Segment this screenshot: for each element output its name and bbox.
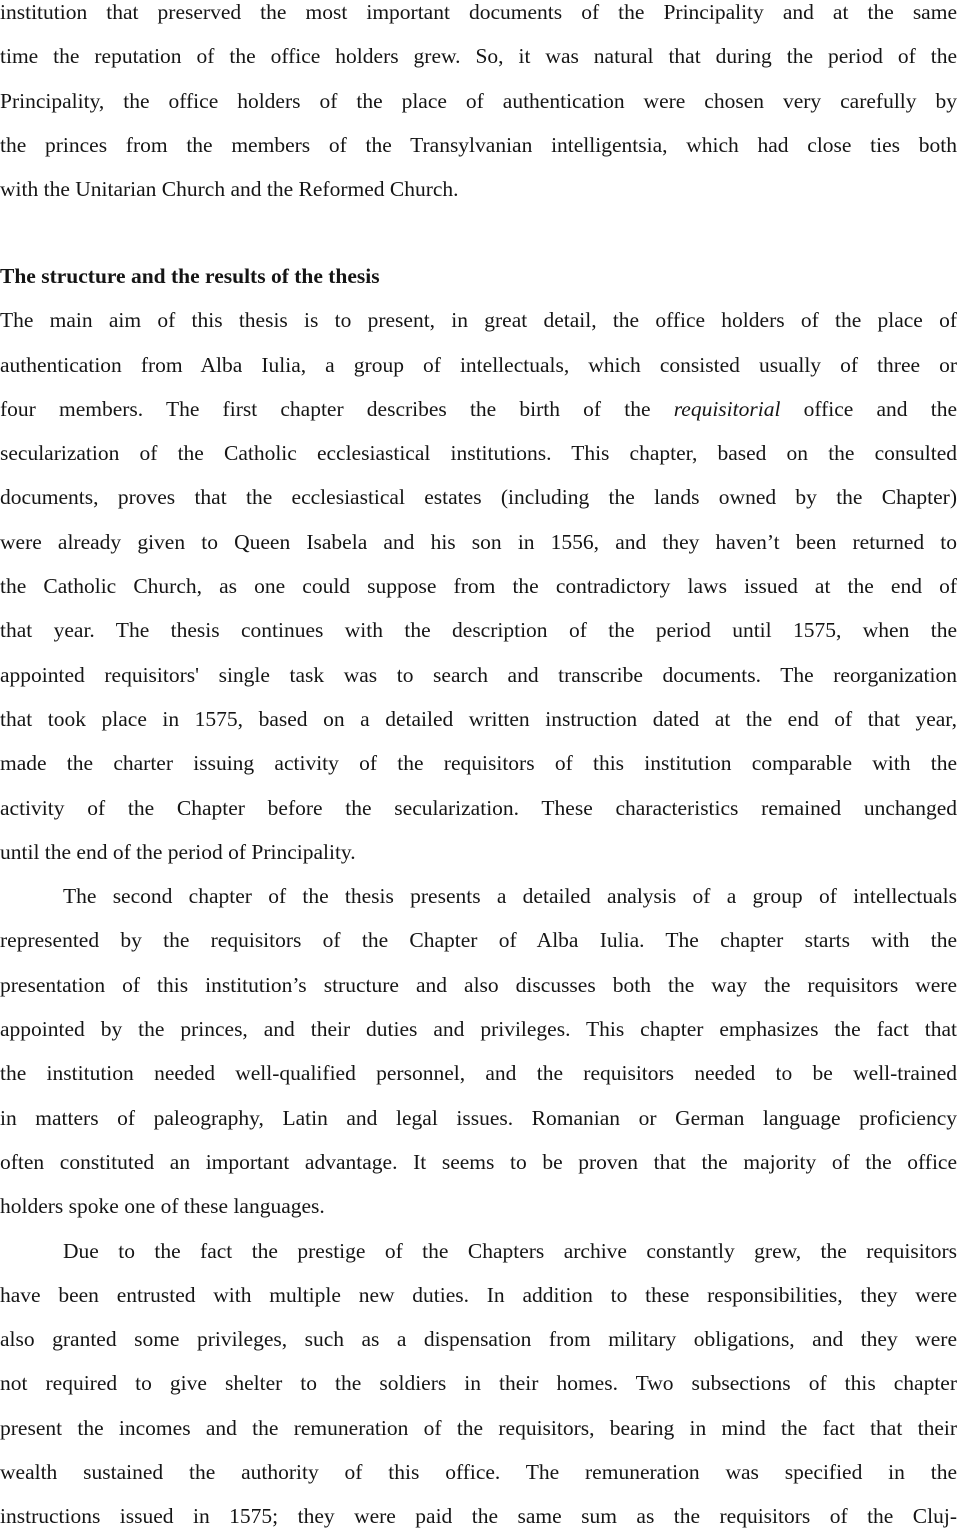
- text-line: documents, proves that the ecclesiastical estates (including the lands owned by the Chapter): [0, 485, 957, 510]
- section-heading: The structure and the results of the thesis: [0, 264, 380, 288]
- text-line: instructions issued in 1575; they were paid the same sum as the requisitors of the Cluj-: [0, 1504, 957, 1529]
- text-line: have been entrusted with multiple new duties. In addition to these responsibilities, they were: [0, 1282, 957, 1307]
- text-line: in matters of paleography, Latin and legal issues. Romanian or German language proficiency: [0, 1105, 957, 1130]
- text-line: represented by the requisitors of the Chapter of Alba Iulia. The chapter starts with the: [0, 928, 957, 953]
- text-line: with the Unitarian Church and the Reformed Church.: [0, 177, 459, 202]
- text-line: The main aim of this thesis is to present, in great detail, the office holders of the place of: [0, 308, 957, 333]
- text-line: Due to the fact the prestige of the Chapters archive constantly grew, the requisitors: [63, 1238, 957, 1263]
- text-line: presentation of this institution’s structure and also discusses both the way the requisitors were: [0, 972, 957, 997]
- text-line: that took place in 1575, based on a detailed written instruction dated at the end of that year,: [0, 706, 957, 731]
- text-fragment: four members. The first chapter describes the birth of the: [0, 396, 674, 421]
- text-line: time the reputation of the office holders grew. So, it was natural that during the period of the: [0, 44, 957, 69]
- text-line: were already given to Queen Isabela and his son in 1556, and they haven’t been returned to: [0, 529, 957, 554]
- text-line: institution that preserved the most important documents of the Principality and at the same: [0, 0, 957, 24]
- text-line: activity of the Chapter before the secularization. These characteristics remained unchanged: [0, 795, 957, 820]
- section-block: [0, 254, 957, 1531]
- text-line: present the incomes and the remuneration of the requisitors, bearing in mind the fact that their: [0, 1415, 957, 1440]
- text-fragment: office and the: [780, 396, 957, 421]
- text-line: appointed by the princes, and their duties and privileges. This chapter emphasizes the fact that: [0, 1017, 957, 1042]
- text-line: authentication from Alba Iulia, a group of intellectuals, which consisted usually of three or: [0, 352, 957, 377]
- text-line: the institution needed well-qualified personnel, and the requisitors needed to be well-trained: [0, 1061, 957, 1086]
- text-line: appointed requisitors' single task was to search and transcribe documents. The reorganization: [0, 662, 957, 687]
- text-line: The second chapter of the thesis presents a detailed analysis of a group of intellectuals: [63, 884, 957, 909]
- text-line: the Catholic Church, as one could suppose from the contradictory laws issued at the end of: [0, 574, 957, 599]
- italic-term: requisitorial: [673, 396, 781, 421]
- text-line: until the end of the period of Principality.: [0, 839, 356, 864]
- text-line: also granted some privileges, such as a dispensation from military obligations, and they were: [0, 1327, 957, 1352]
- text-line: often constituted an important advantage. It seems to be proven that the majority of the office: [0, 1149, 957, 1174]
- text-line: holders spoke one of these languages.: [0, 1194, 325, 1219]
- paragraph-continued: [0, 0, 957, 211]
- text-line: that year. The thesis continues with the description of the period until 1575, when the: [0, 618, 957, 643]
- text-line: Principality, the office holders of the place of authentication were chosen very carefully by: [0, 88, 957, 113]
- text-line: wealth sustained the authority of this office. The remuneration was specified in the: [0, 1460, 957, 1485]
- text-line: the princes from the members of the Transylvanian intelligentsia, which had close ties both: [0, 132, 957, 157]
- text-line: secularization of the Catholic ecclesiastical institutions. This chapter, based on the consulted: [0, 441, 957, 466]
- text-line: made the charter issuing activity of the requisitors of this institution comparable with the: [0, 751, 957, 776]
- text-line-with-italic: [0, 387, 957, 431]
- text-line: not required to give shelter to the soldiers in their homes. Two subsections of this chapter: [0, 1371, 957, 1396]
